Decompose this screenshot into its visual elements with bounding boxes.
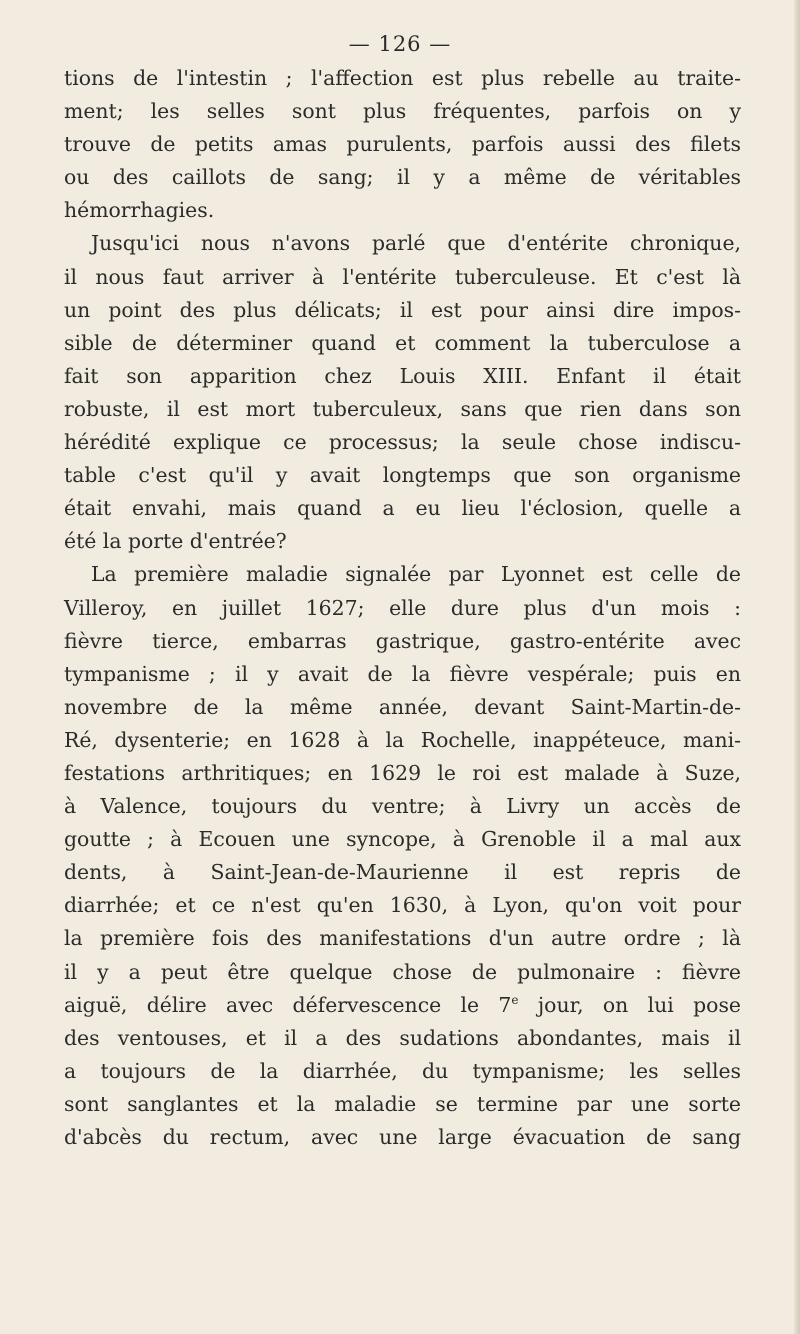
text-line: Jusqu'ici nous n'avons parlé que d'entérite chronique, [91, 231, 741, 256]
text-line: Ré, dysenterie; en 1628 à la Rochelle, inappéteuce, mani- [64, 727, 741, 752]
text-line: La première maladie signalée par Lyonnet est celle de [91, 562, 741, 587]
text-line: d'abcès du rectum, avec une large évacuation de sang [64, 1125, 741, 1149]
text-line: table c'est qu'il y avait longtemps que son organisme [64, 463, 741, 488]
page-edge-shadow [794, 0, 800, 1334]
text-line: était envahi, mais quand a eu lieu l'éclosion, quelle a [64, 496, 741, 521]
text-line: tympanisme ; il y avait de la fièvre vespérale; puis en [64, 661, 741, 686]
superscript: e [511, 992, 519, 1007]
text-line: à Valence, toujours du ventre; à Livry un accès de [64, 794, 741, 819]
text-line: la première fois des manifestations d'un autre ordre ; là [64, 926, 741, 951]
text-line: trouve de petits amas purulents, parfois aussi des filets [64, 132, 741, 157]
text-segment: aiguë, délire avec défervescence le 7 [64, 992, 512, 1017]
text-line: robuste, il est mort tuberculeux, sans que rien dans son [64, 396, 741, 421]
text-line: hémorrhagies. [64, 198, 215, 223]
text-line: hérédité explique ce processus; la seule chose indiscu- [64, 430, 741, 455]
text-line: dents, à Saint-Jean-de-Maurienne il est repris de [64, 860, 741, 885]
text-line: ment; les selles sont plus fréquentes, parfois on y [64, 99, 741, 124]
text-line: il nous faut arriver à l'entérite tuberculeuse. Et c'est là [64, 264, 741, 289]
text-line: des ventouses, et il a des sudations abondantes, mais il [64, 1025, 741, 1050]
text-line: sont sanglantes et la maladie se termine par une sorte [64, 1091, 741, 1116]
text-line: Villeroy, en juillet 1627; elle dure plus d'un mois : [64, 595, 741, 620]
text-line: fait son apparition chez Louis XIII. Enfant il était [64, 363, 741, 388]
body-text [64, 62, 741, 1154]
text-line: novembre de la même année, devant Saint-Martin-de- [64, 694, 741, 719]
text-line: goutte ; à Ecouen une syncope, à Grenoble il a mal aux [64, 827, 741, 852]
page-number: — 126 — [348, 32, 452, 56]
text-line: a toujours de la diarrhée, du tympanisme; les selles [64, 1058, 741, 1083]
text-line: un point des plus délicats; il est pour ainsi dire impos- [64, 297, 741, 322]
text-line-with-superscript [64, 989, 741, 1022]
text-line: fièvre tierce, embarras gastrique, gastro-entérite avec [64, 628, 741, 653]
text-line: diarrhée; et ce n'est qu'en 1630, à Lyon, qu'on voit pour [64, 893, 741, 918]
text-line: sible de déterminer quand et comment la tuberculose a [64, 330, 741, 355]
text-line: ou des caillots de sang; il y a même de véritables [64, 165, 741, 190]
text-line: tions de l'intestin ; l'affection est plus rebelle au traite- [64, 66, 741, 90]
text-segment: jour, on lui pose [518, 992, 741, 1017]
text-line: il y a peut être quelque chose de pulmonaire : fièvre [64, 959, 741, 984]
text-line: été la porte d'entrée? [64, 529, 287, 554]
text-line: festations arthritiques; en 1629 le roi est malade à Suze, [64, 760, 741, 785]
